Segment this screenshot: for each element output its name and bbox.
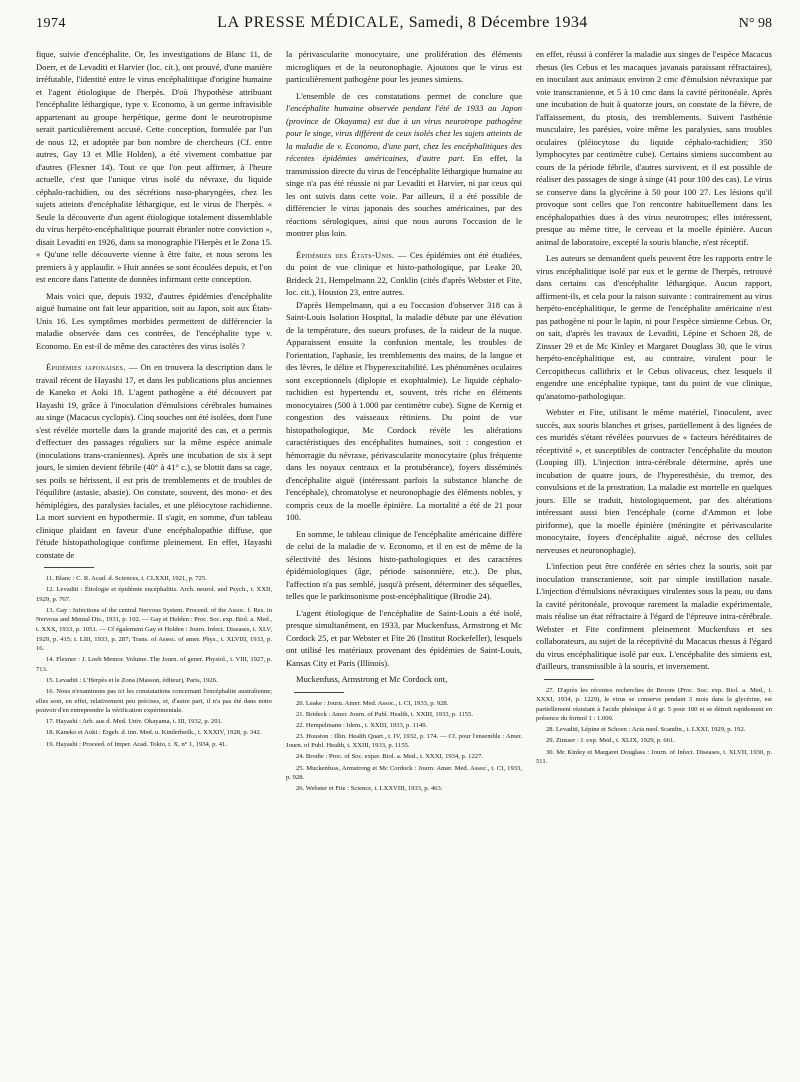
journal-title: LA PRESSE MÉDICALE, [217,14,405,31]
footnote: 15. Levaditi : L'Herpès et le Zona (Masson, éditeur), Paris, 1926. [46,676,218,684]
footnote: 22. Hempelmann : Idem., t. XXIII, 1933, p. 1149. [296,721,428,729]
footnote: 23. Houston : Illin. Health Quart., t. IV, 1932, p. 174. — Cf. pour l'ensemble : Amer. Journ. of Publ. Health, t. XXIII, 1933, p. 1155. [286,732,522,750]
footnote-divider [294,692,344,693]
page-number: 1974 [36,16,66,31]
paragraph: en effet, réussi à conférer la maladie aux singes de l'espèce Macacus rhesus (les Cebus et les macaques javanais paraissant réfractaires), en inoculant aux animaux environ 2 cmc d'émulsion névraxique par voie transcranienne, et 5 à 10 cmc dans la cavité péritonéale. Après une incubation de huit à quatorze jours, on constate de la fièvre, de l'affaissement, du ptosis, des tremblements. Suivent l'asthénie musculaire, les parésies, voire même les paralysies, sans troubles oculaires (pléiocytose du liquide céphalo-rachidien; 350 lymphocytes par centimètre cube). Certains simiens succombent au cours de la période fébrile, d'autres survivent, et il est possible de réaliser des passages de singe à singe (41 pour 100 des cas). Le virus se conserve dans la glycérine à 50 pour 100 27. Les lésions qu'il provoque sont celles que l'on rencontre habituellement dans les encéphalopathies dues à des virus neurotropes; elles intéressent, presque au même titre, le cerveau et la moelle épinière. Aucun animal de laboratoire, excepté la souris blanche, n'est réceptif. [536,49,772,247]
footnote: 16. Nous n'examinons pas ici les constatations concernant l'encéphalite australienne; elles sont, en effet, relativement peu précises, et, d'autre part, il n'a pas été dans notre pouvoir d'en entreprendre la vérification expérimentale. [36,688,272,715]
section-heading: Épidémies japonaises. [46,362,126,372]
footnote: 27. D'après les récentes recherches de Broom (Proc. Soc. exp. Biol. a. Med., t. XXXI, 1934, p. 1229), le virus se conserve pendant 3 mois dans la glycérine, est partiellement résistant à l'acide phénique à 0 gr. 5 pour 100 et se détruit rapidement en présence du formol 1 : 1.000. [536,686,772,723]
paragraph: fique, suivie d'encéphalite. Or, les investigations de Blanc 11, de Doerr, et de Levaditi et Harvier (loc. cit.), ont prouvé, d'une manière irréfutable, l'identité entre le virus encéphalitique d'origine humaine et l'agent étiologique de l'herpès. D'où l'hypothèse attribuant l'encéphalite léthargique, type v. Economo, à un germe infravisible appartenant au groupe herpétique, germe dont le neurotropisme serait particulièrement accusé. Cette conception, formulée par l'un de nous 12, et adoptée par bon nombre de chercheurs (Cf. entre autres, Gay 13 et Mlle Holden), a été vivement combattue par d'autres (Flexner 14). Tout ce que l'on peut affirmer, à l'heure actuelle, c'est que l'unique virus isolé du névraxe, du liquide céphalo-rachidien, ou des sécrétions naso-pharyngées, chez les sujets atteints d'encéphalite léthargique, est le virus de l'herpès. « Seule la découverte d'un agent étiologique totalement dissemblable du virus herpéto-encéphalitique pourrait ébranler notre conviction », disait Levaditi en 1926, dans sa monographie l'Herpès et le Zona 15. « Qu'une telle découverte vienne à être faite, et nous serons les premiers à y applaudir. » Huit années se sont écoulées depuis, et l'on est encore dans l'attente de données infirmant cette conception. [36,49,272,284]
footnote: 25. Muckenfuss, Armstrong et Mc Cordock : Journ. Amer. Med. Assoc., t. CI, 1933, p. 928. [286,764,522,782]
paragraph: Épidémies des États-Unis. — Ces épidémies ont été étudiées, du point de vue clinique et histo-pathologique, par Leake 20, Brideck 21, Hempelmann 22, Conklin (cités d'après Webster et Fite, loc. cit.), Houston 23, entre autres. [286,249,522,297]
footnote-divider [44,567,94,568]
footnote: 17. Hayashi : Arb. aus d. Med. Univ. Okayama, t. III, 1932, p. 201. [46,718,223,726]
footnote: 26. Webster et Fite : Science, t. LXXVIII, 1933, p. 463. [296,785,443,793]
footnote: 21. Brideck : Amer. Journ. of Publ. Health, t. XXIII, 1933, p. 1155. [296,710,474,718]
footnotes [286,692,522,794]
article-columns [36,48,772,795]
paragraph: L'infection peut être conférée en séries chez la souris, soit par inoculation transcranienne, soit par simple instillation nasale. L'injection d'émulsions névraxiques virulentes sous la peau, ou dans la cavité péritonéale, provoque rarement la maladie expérimentale, mais réalise un état réfractaire à l'égard de l'épreuve intra-cérébrale. Webster et Fite confirment pleinement Muckenfuss et ses collaborateurs, au sujet de la réceptivité du Macacus rhesus à l'égard du virus encéphalitique isolé par eux. L'encéphalite des simiens est, d'ailleurs, transmissible à la souris, et inversement. [536,561,772,671]
paragraph: L'agent étiologique de l'encéphalite de Saint-Louis a été isolé, presque simultanément, en 1933, par Muckenfuss, Armstrong et Mc Cordock 25, et par Webster et Fite 26 (Institut Rockefeller), lesquels ont utilisé les matériaux provenant des épidémies de Saint-Louis, Kansas City et Paris (Illinois). [286,607,522,668]
footnote: 19. Hayashi : Proceed. of Imper. Acad. Tokio, t. X, n° 1, 1934, p. 41. [46,740,227,748]
paragraph: Webster et Fite, utilisant le même matériel, l'inoculent, avec succès, aux souris blanches et grises, partiellement à des lignées de ces muridés s'étant révélées pourvues de « facteurs héréditaires de réceptivité », et susceptibles de contracter l'encéphalite du mouton (Louping ill). L'injection intra-cérébrale détermine, après une incubation de quatre jours, de l'hyperesthésie, du tremor, des convulsions et de la prostration. La maladie est mortelle en quelques jours. Elle se traduit, histologiquement, par des altérations intéressant aussi bien l'encéphale (corne d'Ammon et lobe piriforme), que la moelle épinière (méningite et périvascularite monocytaire, foyers d'encéphalite aiguë, nécrose des cellules nerveuses et neuronophagie). [536,407,772,555]
footnotes [536,679,772,767]
column-1 [36,48,272,795]
footnote: 30. Mc Kinley et Margaret Douglass : Journ. of Infect. Diseases, t. XLVII, 1930, p. 511. [536,748,772,766]
footnote: 18. Kaneko et Aoki : Ergeb. d. inn. Med. u. Kinderheilk., t. XXXIV, 1928, p. 342. [46,729,262,737]
paragraph: Épidémies japonaises. — On en trouvera la description dans le travail récent de Hayashi 17, et dans les publications plus anciennes de Kaneko et Aoki 18. L'agent pathogène a été découvert par Hayashi 19, grâce à l'inoculation d'émulsions cérébrales humaines au singe (Macacus cyclopis). Cinq souches ont été isolées, dont l'une s'est révélée mortelle dans la grande majorité des cas, et a permis d'effectuer des passages réguliers sur la même espèce animale (inoculations trans-craniennes). Après une incubation de six à sept jours, le simien devient fébrile (40° à 41° c.), se blottit dans sa cage, ses poils se hérissent, il est pris de tremblements et de troubles de l'équilibre (astasie, abasie). On constate, souvent, des mono- et des hémiplégies, des paralysies faciales, et une pléiocytose rachidienne. La mort survient en hypothermie. Il s'agit, en somme, d'un tableau clinique plaidant en faveur d'une encéphalopathie diffuse, que l'étude histopathologique confirme pleinement. En effet, Hayashi constate de [36,362,272,560]
footnote: 29. Zinsser : J. exp. Med., t. XLIX, 1929, p. 661. [546,737,675,745]
footnote-divider [544,679,594,680]
paragraph: Les auteurs se demandent quels peuvent être les rapports entre le virus encéphalitique isolé par eux et le germe de l'herpès, retrouvé dans certains cas d'encéphalite léthargique. Aucun rapport, affirment-ils, et cela pour la raison suivante : contrairement au virus herpéto-encéphalitique, le germe de l'encéphalite américaine n'est pas pathogène ni pour le lapin, ni pour l'espèce simienne Cebus. Or, on sait, d'après les travaux de Levaditi, Lépine et Schoen 28, de Zinsser 29 et de Mc Kinley et Margaret Douglass 30, que le virus herpéto-encéphalitique est, au contraire, virulent pour le Cercopithecus callithrix et le Cebus olivaceus, chez lesquels il engendre une encéphalite typique, tant du point de vue clinique, qu'anatomo-pathologique. [536,253,772,401]
issue-date: Samedi, 8 Décembre 1934 [408,14,588,31]
footnotes [36,567,272,749]
footnote: 14. Flexner : J. Loeb Memor. Volume. The Journ. of gener. Physiol., t. VIII, 1927, p. 713. [36,656,272,673]
footnote: 12. Levaditi : Étiologie et épidémie encéphalitis. Arch. neurol. and Psych., t. XXII, 1929, p. 767. [36,586,272,603]
column-2 [286,48,522,795]
footnote: 20. Leake : Journ. Amer. Med. Assoc., t. CI, 1933, p. 928. [296,699,449,707]
issue-number: N° 98 [738,16,772,31]
footnote: 28. Levaditi, Lépine et Schoen : Acta med. Scandin., t. LXXI, 1929, p. 192. [546,726,746,734]
paragraph: L'ensemble de ces constatations permet de conclure que l'encéphalite humaine observée pendant l'été de 1933 au Japon (province de Okayama) est due à un virus neurotrope pathogène pour le singe, virus différent de ceux isolés chez les sujets atteints de la maladie de v. Economo, d'une part, chez les encéphalitiques des récentes épidémies américaines, d'autre part. En effet, la transmission directe du virus de l'encéphalite léthargique humaine au singe n'a pas été réussie ni par Levaditi et Harvier, ni par ceux qui les ont suivis dans cette voie. Par ailleurs, il a été possible de différencier le virus japonais des souches américaines, par des réactions sérologiques, ainsi que nous aurons l'occasion de le montrer plus loin. [286,90,522,238]
section-heading: Épidémies des États-Unis. [296,249,395,260]
footnote: 11. Blanc : C. R. Acad. d. Sciences, t. CLXXII, 1921, p. 725. [46,575,207,582]
paragraph: Muckenfuss, Armstrong et Mc Cordock ont, [296,674,448,684]
emphasis: l'encéphalite humaine observée pendant l'été de 1933 au Japon (province de Okayama) est due à un virus neurotrope pathogène pour le singe, virus différent de ceux isolés chez les sujets atteints de la maladie de v. Economo, d'une part, chez les encéphalitiques des récentes épidémies américaines, d'autre part. [286,103,522,163]
column-3 [536,48,772,795]
paragraph: Mais voici que, depuis 1932, d'autres épidémies d'encéphalite aiguë humaine ont fait leur apparition, soit au Japon, soit aux États-Unis 16. Les symptômes morbides permettent de différencier la maladie observée dans ces contrées, de l'encéphalite type v. Economo. En est-il de même des caractères des virus isolés ? [36,290,272,351]
paragraph: En somme, le tableau clinique de l'encéphalite américaine diffère de celui de la maladie de v. Economo, et il en est de même de la sélectivité des lésions histo-pathologiques et des caractères épidémiologiques (âge, période saisonnière, etc.). De plus, l'affection n'a pas semblé, jusqu'à présent, déterminer des séquelles, telles que le parkinsonisme post-encéphalitique (Brodie 24). [286,528,522,601]
footnote: 24. Brodie : Proc. of Soc. exper. Biol. a. Med., t. XXXI, 1934, p. 1227. [296,753,483,761]
paragraph: D'après Hempelmann, qui a eu l'occasion d'observer 318 cas à Saint-Louis Isolation Hospital, la maladie débute par une élévation de la température, des sueurs profuses, de la raideur de la nuque. Apparaissent ensuite la confusion mentale, les troubles de l'orientation, l'aphasie, les tremblements des mains, de la langue et des lèvres, le délire et l'hyperexcitabilité. Les phénomènes oculaires sont exceptionnels (diplopie et exophtalmie). Le liquide céphalo-rachidien est hypertendu et, souvent, très riche en éléments monocytaires (500 à 1.000 par centimètre cube). Signe de Kernig et congestion des vaisseaux rétiniens. Du point de vue histopathologique, Mc Cordock révèle les altérations caractéristiques des encéphalites humaines, soit : congestion et hémorragie du névraxe, périvascularite monocytaire (plus fréquente dans les noyaux centraux et la protubérance), foyers disséminés d'encéphalite aiguë (intéressant parfois la substance blanche de l'encéphale), chromatolyse et neuronophagie des éléments nobles, y compris ceux de la moelle épinière. La mortalité a été de 21 pour 100. [286,299,522,522]
paragraph: la périvascularite monocytaire, une prolifération des éléments microgliques et de la neuronophagie. Ajoutons que le virus est particulièrement pathogène pour les jeunes simiens. [286,49,522,84]
page-header [36,14,772,48]
footnote: 13. Gay : Infections of the central Nervous System. Proceed. of the Assoc. f. Res. in Nervous and Mental Dis., 1931, p. 102. — Gay et Holden : Proc. Soc. exp. Biol. a. Med., t. XXX, 1933, p. 1051. — Cf également Gay et Holden : Journ. Infect. Diseases, t. XLV, 1929, p. 415; t. LIII, 1933, p. 287; Trans. of Assoc. of amer. Phys., t. XLVIII, 1933, p. 16. [36,606,272,653]
